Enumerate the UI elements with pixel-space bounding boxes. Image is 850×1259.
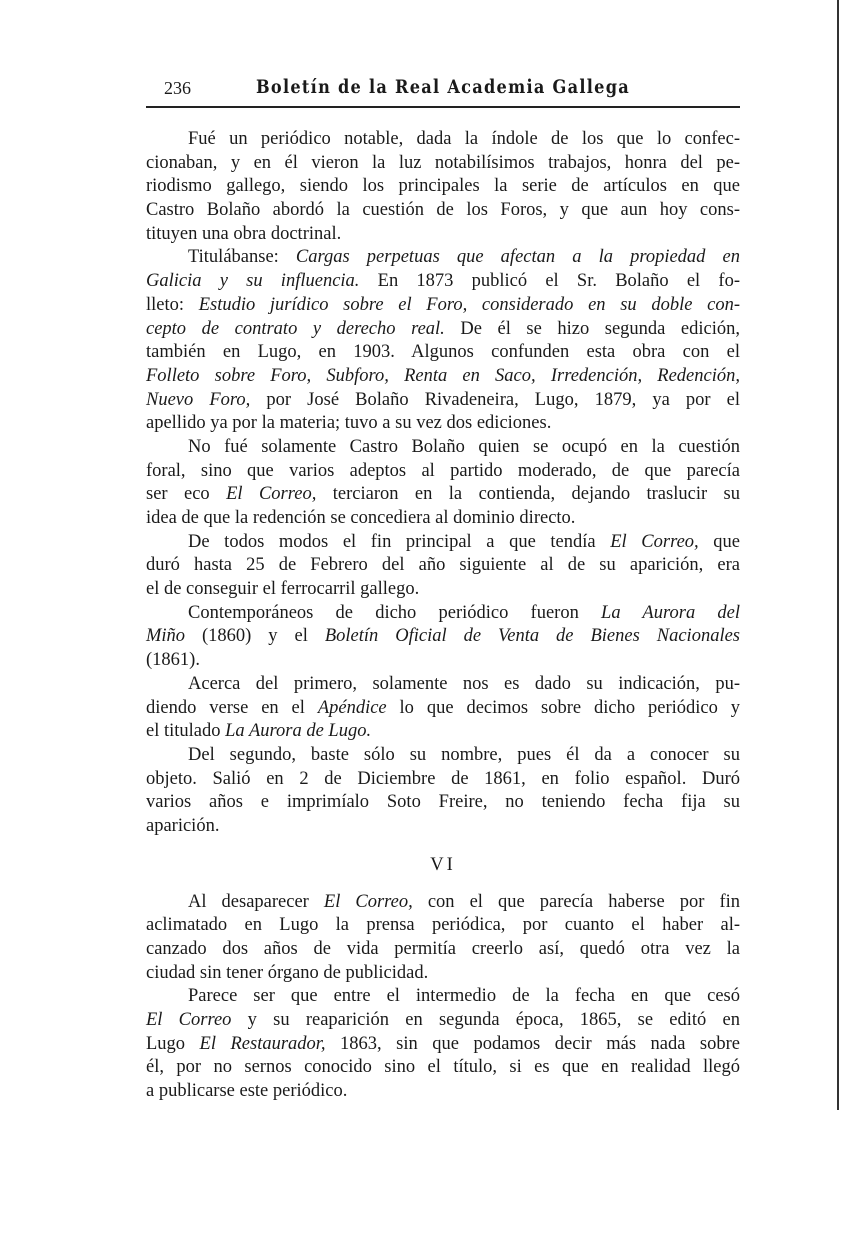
paragraph (146, 744, 740, 839)
text-line (146, 460, 740, 484)
text-line (146, 891, 740, 915)
text-segment: también en Lugo, en 1903. Algunos confunden esta obra con el (146, 342, 740, 363)
italic-title-text: Cargas perpetuas que afectan a la propiedad en (295, 247, 740, 268)
text-line (146, 578, 740, 602)
text-segment: lleto: (146, 294, 199, 315)
text-segment: terciaron en la contienda, dejando traslucir su (316, 484, 740, 505)
paragraph (146, 128, 740, 246)
text-line (146, 720, 740, 744)
journal-title: Boletín de la Real Academia Gallega (255, 76, 631, 98)
text-segment: Parece ser que entre el intermedio de la fecha en que cesó (188, 986, 740, 1007)
text-line (146, 365, 740, 389)
italic-title-text: El Correo, (610, 531, 699, 552)
text-segment: Contemporáneos de dicho periódico fueron (188, 602, 602, 623)
text-line (146, 938, 740, 962)
text-line (146, 223, 740, 247)
text-segment: objeto. Salió en 2 de Diciembre de 1861, en folio español. Duró (146, 768, 740, 789)
text-segment: cionaban, y en él vieron la luz notabilísimos trabajos, honra del pe- (146, 152, 740, 173)
italic-title-text: El Correo (146, 1010, 232, 1031)
text-segment: aclimatado en Lugo la prensa periódica, por cuanto el haber al- (146, 915, 740, 936)
text-line (146, 697, 740, 721)
text-line (146, 152, 740, 176)
text-segment: lo que decimos sobre dicho periódico y (386, 697, 740, 718)
page-body (146, 128, 740, 1104)
paragraphs-after-section (146, 891, 740, 1104)
text-line (146, 791, 740, 815)
italic-title-text: cepto de contrato y derecho real. (146, 318, 445, 339)
text-line (146, 1009, 740, 1033)
text-line (146, 1056, 740, 1080)
italic-title-text: Estudio jurídico sobre el Foro, considerado en su doble con- (198, 294, 740, 315)
text-segment: No fué solamente Castro Bolaño quien se ocupó en la cuestión (188, 436, 740, 457)
text-line (146, 175, 740, 199)
italic-title-text: Galicia y su influencia. (146, 271, 360, 292)
text-segment: 1863, sin que podamos decir más nada sobre (325, 1033, 740, 1054)
running-header (146, 74, 740, 104)
text-line (146, 128, 740, 152)
text-segment: Acerca del primero, solamente nos es dado su indicación, pu- (188, 673, 740, 694)
text-line (146, 412, 740, 436)
text-segment: idea de que la redención se concediera al dominio directo. (146, 508, 576, 528)
italic-title-text: Nuevo Foro, (146, 389, 251, 410)
text-line (146, 1080, 740, 1104)
paragraph (146, 602, 740, 673)
text-line (146, 483, 740, 507)
text-segment: Fué un periódico notable, dada la índole de los que lo confec- (188, 129, 740, 149)
paragraph (146, 531, 740, 602)
text-line (146, 341, 740, 365)
text-segment: ciudad sin tener órgano de publicidad. (146, 962, 429, 983)
italic-title-text: El Correo, (226, 484, 317, 505)
italic-title-text: Boletín Oficial de Venta de Bienes Nacionales (324, 626, 740, 647)
paragraph (146, 985, 740, 1103)
italic-title-text: La Aurora del (601, 602, 740, 623)
italic-title-text: Apéndice (317, 697, 387, 718)
text-line (146, 602, 740, 626)
text-segment: a publicarse este periódico. (146, 1081, 348, 1102)
text-segment: Castro Bolaño abordó la cuestión de los Foros, y que aun hoy cons- (146, 200, 740, 221)
text-line (146, 962, 740, 986)
paragraph (146, 673, 740, 744)
text-segment: Lugo (146, 1033, 200, 1054)
italic-title-text: La Aurora de Lugo. (225, 721, 372, 742)
text-segment: riodismo gallego, siendo los principales la serie de artículos en que (146, 176, 740, 197)
text-segment: el de conseguir el ferrocarril gallego. (146, 579, 420, 600)
paragraph (146, 891, 740, 986)
text-segment: De todos modos el fin principal a que tendía (188, 531, 611, 552)
text-line (146, 318, 740, 342)
text-segment: que (698, 531, 740, 552)
text-line (146, 625, 740, 649)
text-segment: varios años e imprimíalo Soto Freire, no teniendo fecha fija su (146, 792, 740, 813)
header-rule (146, 106, 740, 108)
text-segment: apellido ya por la materia; tuvo a su vez dos ediciones. (146, 413, 552, 434)
italic-title-text: Folleto sobre Foro, Subforo, Renta en Saco, Irredención, Redención, (146, 365, 740, 386)
text-line (146, 914, 740, 938)
text-segment: aparición. (146, 815, 220, 836)
text-line (146, 554, 740, 578)
text-segment: duró hasta 25 de Febrero del año siguiente al de su aparición, era (146, 555, 740, 576)
text-line (146, 294, 740, 318)
text-segment: ser eco (146, 484, 227, 505)
page-number: 236 (164, 78, 191, 98)
text-line (146, 507, 740, 531)
text-line (146, 246, 740, 270)
text-segment: (1861). (146, 650, 200, 671)
text-line (146, 270, 740, 294)
text-segment: por José Bolaño Rivadeneira, Lugo, 1879, ya por el (250, 389, 741, 410)
text-line (146, 389, 740, 413)
text-line (146, 815, 740, 839)
text-line (146, 744, 740, 768)
paragraph (146, 246, 740, 436)
italic-title-text: Miño (146, 626, 186, 647)
scan-edge-line (837, 0, 839, 1110)
text-segment: con el que parecía haberse por fin (412, 891, 740, 912)
text-segment: canzado dos años de vida permitía creerlo así, quedó otra vez la (146, 939, 740, 959)
text-line (146, 673, 740, 697)
italic-title-text: El Restaurador, (199, 1033, 326, 1054)
text-segment: En 1873 publicó el Sr. Bolaño el fo- (359, 271, 740, 292)
text-segment: tituyen una obra doctrinal. (146, 223, 342, 244)
text-line (146, 199, 740, 223)
section-heading: VI (430, 854, 456, 875)
paragraph (146, 436, 740, 531)
text-segment: el titulado (146, 721, 226, 742)
text-line (146, 768, 740, 792)
text-line (146, 1033, 740, 1057)
text-segment: él, por no sernos conocido sino el título, si es que en realidad llegó (146, 1057, 740, 1078)
text-segment: (1860) y el (185, 626, 325, 647)
text-segment: Al desaparecer (188, 891, 324, 912)
text-line (146, 531, 740, 555)
text-segment: Titulábanse: (188, 247, 296, 268)
text-segment: De él se hizo segunda edición, (444, 318, 740, 339)
text-segment: y su reaparición en segunda época, 1865, se editó en (231, 1010, 740, 1031)
text-line (146, 649, 740, 673)
text-segment: Del segundo, baste sólo su nombre, pues él da a conocer su (188, 744, 740, 765)
text-segment: diendo verse en el (146, 697, 318, 718)
italic-title-text: El Correo, (323, 891, 413, 912)
text-line (146, 985, 740, 1009)
text-segment: foral, sino que varios adeptos al partido moderado, de que parecía (146, 460, 740, 481)
paragraphs-before-section (146, 128, 740, 839)
text-line (146, 436, 740, 460)
